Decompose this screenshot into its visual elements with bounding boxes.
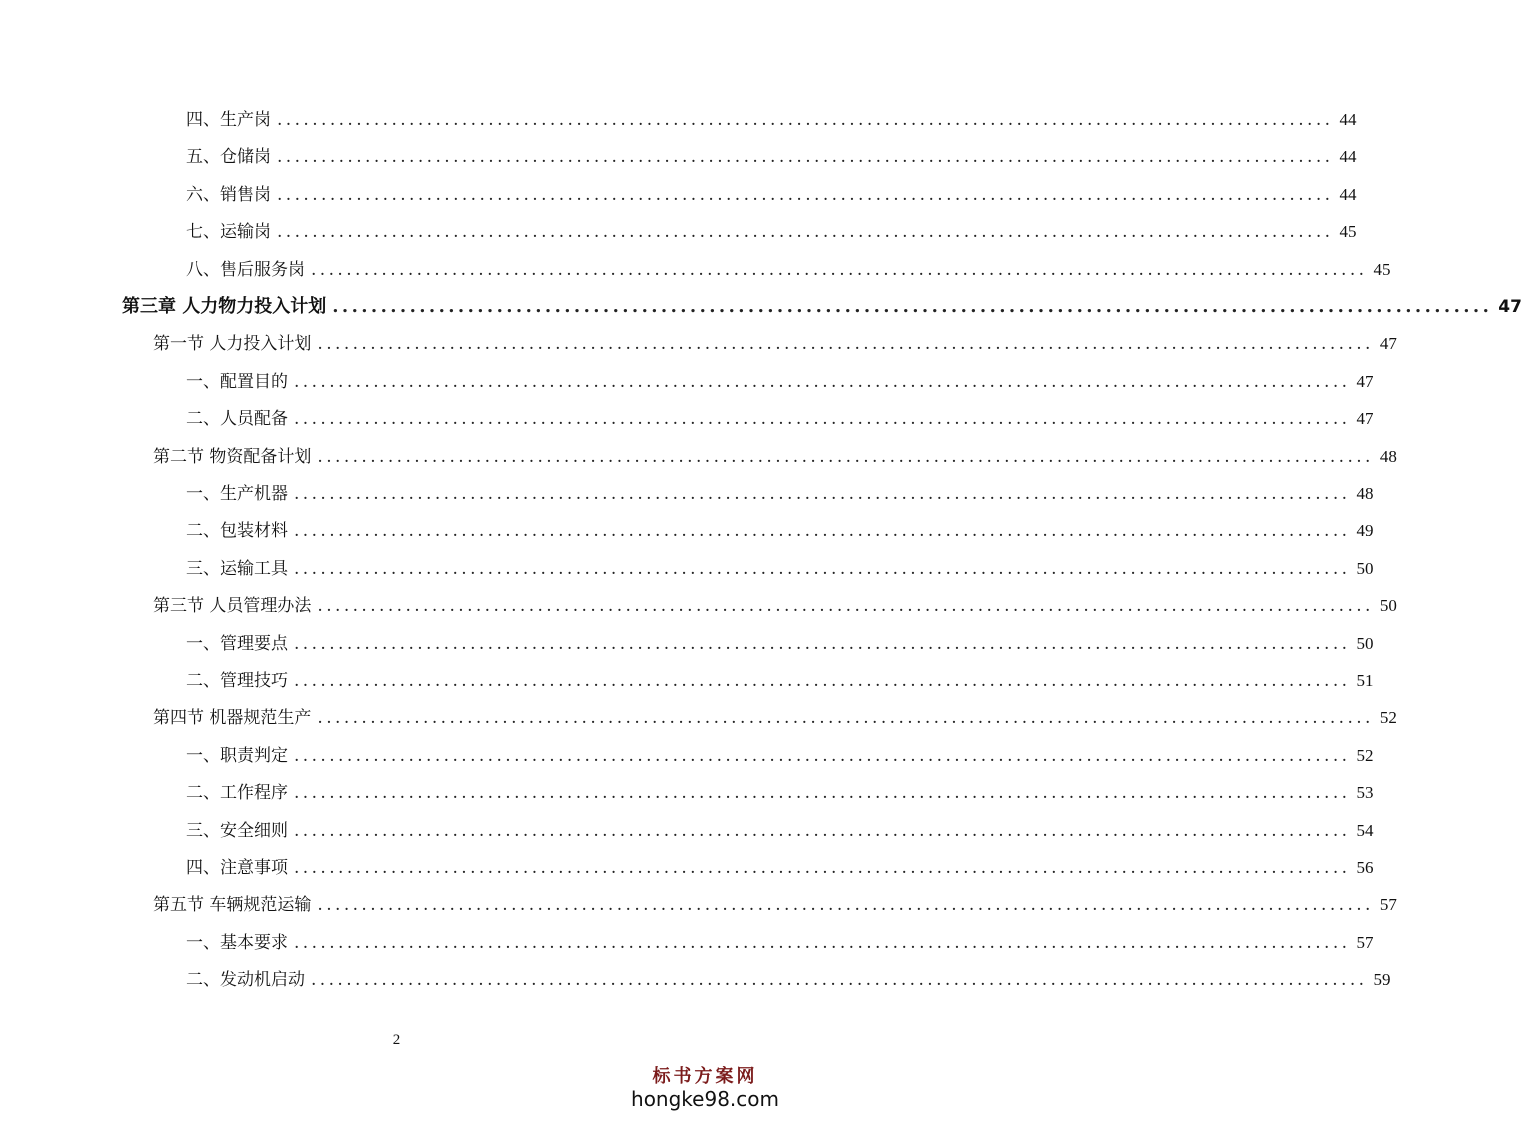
toc-entry-title: 三、安全细则 <box>186 820 288 841</box>
toc-leader-dots: ........................................................................................................................ <box>317 596 1374 617</box>
toc-entry-page: 50 <box>1356 558 1374 578</box>
toc-leader-dots: ........................................................................................................................ <box>294 932 1351 953</box>
toc-entry-title: 一、生产机器 <box>186 484 288 504</box>
toc-leader-dots: ........................................................................................................................ <box>294 558 1351 579</box>
toc-entry-page: 44 <box>1339 184 1357 204</box>
toc-entry-page: 49 <box>1356 521 1374 541</box>
toc-entry-title: 七、运输岗 <box>186 222 271 243</box>
toc-entry-page: 52 <box>1379 708 1397 728</box>
toc-entry[interactable] <box>186 816 1374 846</box>
toc-leader-dots: ........................................................................................................................ <box>294 745 1351 766</box>
toc-entry-page: 44 <box>1339 147 1357 167</box>
toc-entry[interactable] <box>153 890 1397 920</box>
toc-entry[interactable] <box>186 554 1374 584</box>
toc-entry-page: 54 <box>1356 820 1374 840</box>
toc-entry-page: 45 <box>1339 222 1357 242</box>
toc-entry-title: 一、配置目的 <box>186 371 288 392</box>
toc-entry[interactable] <box>186 666 1374 696</box>
toc-entry-title: 第二节 物资配备计划 <box>153 446 312 467</box>
site-watermark <box>631 1062 779 1110</box>
toc-entry-title: 第三节 人员管理办法 <box>153 596 312 617</box>
toc-leader-dots: ........................................................................................................................ <box>277 184 1334 205</box>
toc-entry-page: 59 <box>1373 970 1391 990</box>
toc-entry-page: 47 <box>1356 409 1374 429</box>
toc-entry-title: 第五节 车辆规范运输 <box>153 895 312 916</box>
toc-entry[interactable] <box>186 180 1357 210</box>
page-number: 2 <box>392 1032 401 1048</box>
toc-entry-title: 八、售后服务岗 <box>186 259 305 280</box>
toc-leader-dots: ........................................................................................................................ <box>317 334 1374 355</box>
toc-entry-title: 四、注意事项 <box>186 858 288 878</box>
toc-leader-dots: ........................................................................................................................ <box>294 858 1351 878</box>
toc-entry-title: 二、工作程序 <box>186 783 288 804</box>
toc-entry-title: 四、生产岗 <box>186 110 271 130</box>
toc-entry[interactable] <box>153 329 1397 359</box>
toc-leader-dots: ........................................................................................................................ <box>294 820 1351 841</box>
toc-entry-page: 48 <box>1379 446 1397 466</box>
toc-entry[interactable] <box>186 404 1374 434</box>
toc-entry[interactable] <box>153 442 1397 472</box>
toc-entry-title: 三、运输工具 <box>186 558 288 579</box>
toc-entry-title: 二、管理技巧 <box>186 671 288 691</box>
toc-entry[interactable] <box>186 516 1374 546</box>
toc-entry-title: 一、基本要求 <box>186 932 288 953</box>
toc-leader-dots: ........................................................................................................................ <box>317 446 1374 467</box>
toc-leader-dots: ........................................................................................................................ <box>294 633 1351 654</box>
watermark-name: 标书方案网 <box>652 1066 758 1087</box>
toc-entry-title: 第一节 人力投入计划 <box>153 334 312 355</box>
toc-entry-page: 57 <box>1356 932 1374 952</box>
toc-leader-dots: ........................................................................................................................ <box>277 147 1334 168</box>
toc-leader-dots: ........................................................................................................................ <box>294 671 1351 691</box>
toc-entry[interactable] <box>186 367 1374 397</box>
toc-leader-dots: ........................................................................................................................ <box>294 484 1351 504</box>
toc-leader-dots: ........................................................................................................................ <box>317 708 1374 729</box>
toc-leader-dots: ........................................................................................................................ <box>277 222 1334 243</box>
toc-entry[interactable] <box>186 629 1374 659</box>
toc-entry[interactable] <box>186 741 1374 771</box>
toc-entry-page: 51 <box>1356 671 1374 690</box>
toc-entry[interactable] <box>186 479 1374 509</box>
toc-entry-page: 48 <box>1356 484 1374 503</box>
toc-entry-title: 二、发动机启动 <box>186 970 305 991</box>
toc-entry[interactable] <box>186 778 1374 808</box>
toc-entry-title: 五、仓储岗 <box>186 147 271 168</box>
toc-entry[interactable] <box>153 703 1397 733</box>
toc-leader-dots: ........................................................................................................................ <box>294 409 1351 430</box>
toc-leader-dots: ........................................................................................................................ <box>317 895 1374 916</box>
toc-entry-page: 56 <box>1356 858 1374 877</box>
toc-entry[interactable] <box>186 217 1357 247</box>
watermark-url: hongke98.com <box>631 1087 779 1111</box>
toc-entry-page: 45 <box>1373 259 1391 279</box>
toc-leader-dots: ........................................................................................................................ <box>311 970 1368 991</box>
toc-entry-title: 二、人员配备 <box>186 409 288 430</box>
toc-entry-page: 52 <box>1356 745 1374 765</box>
toc-entry-page: 44 <box>1339 110 1357 129</box>
toc-entry-title: 一、管理要点 <box>186 633 288 654</box>
toc-entry[interactable] <box>186 965 1391 995</box>
toc-leader-dots: ........................................................................................................................ <box>294 783 1351 804</box>
toc-entry[interactable] <box>186 928 1374 958</box>
toc-entry-title: 一、职责判定 <box>186 745 288 766</box>
toc-entry-page: 47 <box>1498 297 1522 317</box>
toc-entry[interactable] <box>186 142 1357 172</box>
toc-leader-dots: ........................................................................................................................ <box>294 371 1351 392</box>
toc-leader-dots: ........................................................................................................................ <box>277 110 1334 130</box>
toc-leader-dots: ........................................................................................................................ <box>294 521 1351 542</box>
toc-entry-title: 二、包装材料 <box>186 521 288 542</box>
toc-entry-page: 53 <box>1356 783 1374 803</box>
toc-entry-title: 第四节 机器规范生产 <box>153 708 312 729</box>
toc-entry-title: 第三章 人力物力投入计划 <box>122 296 327 317</box>
toc-entry-page: 57 <box>1379 895 1397 915</box>
toc-entry-page: 47 <box>1379 334 1397 354</box>
toc-entry[interactable] <box>186 255 1391 285</box>
toc-entry-title: 六、销售岗 <box>186 184 271 205</box>
toc-leader-dots: ........................................................................................................................ <box>332 296 1493 317</box>
toc-entry[interactable] <box>153 591 1397 621</box>
toc-entry-page: 47 <box>1356 371 1374 391</box>
toc-entry[interactable] <box>122 292 1522 322</box>
toc-entry-page: 50 <box>1379 596 1397 616</box>
toc-entry[interactable] <box>186 853 1374 883</box>
toc-leader-dots: ........................................................................................................................ <box>311 259 1368 280</box>
toc-entry[interactable] <box>186 105 1357 135</box>
toc-entry-page: 50 <box>1356 633 1374 653</box>
